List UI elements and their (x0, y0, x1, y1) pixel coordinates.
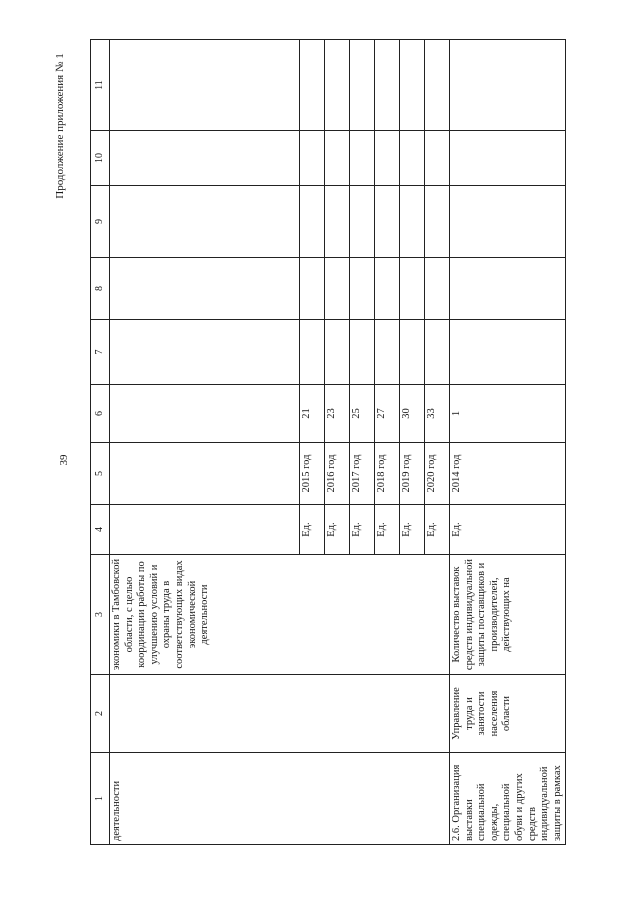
column-header: 1 (91, 753, 110, 845)
cell-indicator: экономики в Тамбовской области, с целью координации работы по улучшению условий и охраны труда в соответствующих видах экономической деятельности (110, 555, 450, 675)
column-header: 5 (91, 443, 110, 505)
cell-value: 23 (325, 385, 350, 443)
cell-unit: Ед. (425, 505, 450, 555)
column-header: 11 (91, 40, 110, 131)
cell-year: 2014 год (450, 443, 566, 505)
cell-indicator: Количество выставок средств индивидуальной защиты поставщиков и производителей, действующих на (450, 555, 566, 675)
cell-year: 2015 год (300, 443, 325, 505)
column-header: 3 (91, 555, 110, 675)
table-row (450, 40, 566, 845)
cell-activity: деятельности (110, 753, 450, 845)
cell-unit: Ед. (350, 505, 375, 555)
appendix-continuation-note: Продолжение приложения № 1 (54, 53, 66, 199)
data-table (90, 40, 640, 841)
cell-year: 2020 год (425, 443, 450, 505)
cell-responsible (110, 675, 450, 753)
column-header: 4 (91, 505, 110, 555)
column-header: 7 (91, 320, 110, 385)
cell-value: 1 (450, 385, 566, 443)
cell-year: 2019 год (400, 443, 425, 505)
column-header: 6 (91, 385, 110, 443)
cell-value: 33 (425, 385, 450, 443)
cell-year: 2016 год (325, 443, 350, 505)
cell-value: 30 (400, 385, 425, 443)
cell-unit: Ед. (325, 505, 350, 555)
cell-responsible: Управление труда и занятости населения области (450, 675, 566, 753)
cell-unit: Ед. (375, 505, 400, 555)
cell-year: 2018 год (375, 443, 400, 505)
column-header: 8 (91, 258, 110, 320)
cell-value: 27 (375, 385, 400, 443)
header-row (91, 40, 110, 845)
table-row (110, 40, 300, 845)
cell-activity: 2.6. Организация выставки специальной одежды, специальной обуви и других средств индивидуальной защиты в рамках (450, 753, 566, 845)
column-header: 10 (91, 131, 110, 186)
cell-unit: Ед. (450, 505, 566, 555)
cell-unit: Ед. (400, 505, 425, 555)
column-header: 2 (91, 675, 110, 753)
column-header: 9 (91, 186, 110, 258)
cell-unit: Ед. (300, 505, 325, 555)
cell-value: 21 (300, 385, 325, 443)
cell-year: 2017 год (350, 443, 375, 505)
page-number: 39 (58, 454, 70, 466)
cell-value: 25 (350, 385, 375, 443)
